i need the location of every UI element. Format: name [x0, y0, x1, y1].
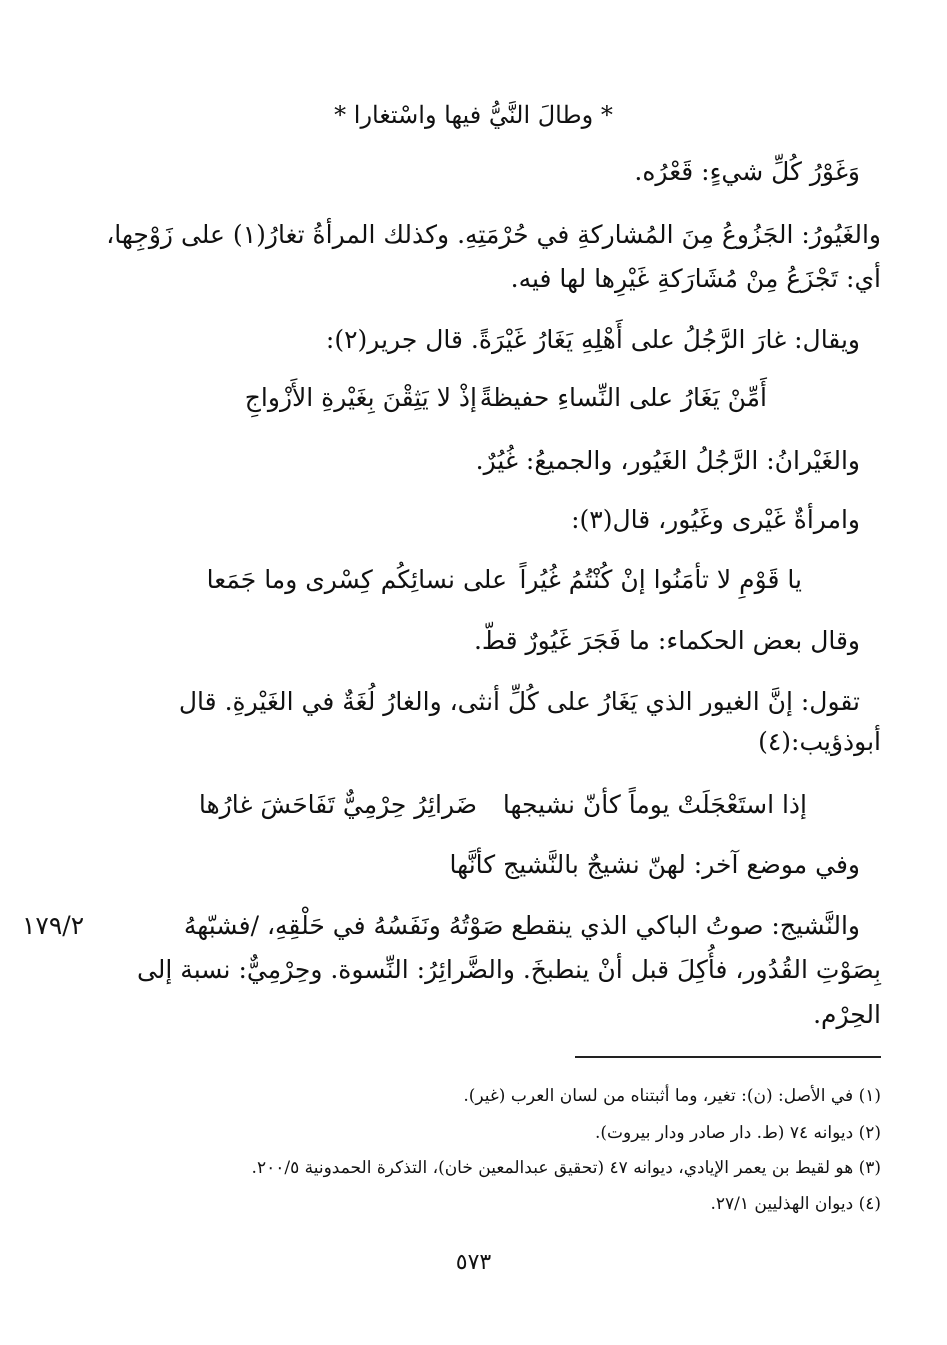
footnote: (١) في الأصل: (ن): تغير، وما أثبتناه من لسان العرب (غير).: [463, 1086, 881, 1106]
page-number: ٥٧٣: [455, 1250, 492, 1275]
body-line: أي: تَجْزَعُ مِنْ مُشَارَكةِ غَيْرِها لها فيه.: [510, 264, 881, 293]
body-line: وَغَوْرُ كُلِّ شيءٍ: قَعْرُه.: [634, 157, 860, 186]
body-line: وامرأةٌ غَيْرى وغَيُور، قال(٣):: [571, 505, 860, 534]
body-line: وفي موضع آخر: لهنّ نشيجٌ بالنَّشيج كأنَّها: [449, 850, 860, 879]
verse-second-hemistich: إذْ لا يَثِقْنَ بِغَيْرةِ الأَزْواجِ: [244, 383, 477, 412]
footnote: (٣) هو لقيط بن يعمر الإيادي، ديوانه ٤٧ (تحقيق عبدالمعين خان)، التذكرة الحمدونية ٢٠٠/٥.: [251, 1158, 881, 1178]
body-line: الحِرْم.: [813, 1000, 881, 1029]
margin-reference: ١٧٩/٢: [22, 911, 85, 940]
body-line: وقال بعض الحكماء: ما فَجَرَ غَيُورٌ قطّ.: [473, 626, 860, 655]
verse-second-hemistich: ضَرائِرُ حِرْمِيٌّ تَفَاحَشَ غارُها: [198, 790, 477, 819]
footnote: (٤) ديوان الهذليين ٢٧/١.: [710, 1194, 881, 1214]
body-line: والنَّشيج: صوتُ الباكي الذي ينقطع صَوْتُهُ ونَفَسُهُ في حَلْقِهِ، /فشبّههُ: [183, 911, 860, 940]
body-line: تقول: إنَّ الغيور الذي يَغَارُ على كُلِّ أنثى، والغارُ لُغَةٌ في الغَيْرةِ. قال: [178, 687, 860, 716]
body-line: ويقال: غارَ الرَّجُلُ على أَهْلِهِ يَغَارُ غَيْرَةً. قال جرير(٢):: [325, 325, 860, 354]
body-line: أبوذؤيب:(٤): [758, 727, 881, 756]
footnote-separator: [575, 1056, 881, 1058]
verse-first-hemistich: يا قَوْمِ لا تأمَنُوا إنْ كُنْتُمُ غُيُراً: [519, 565, 802, 594]
verse-first-hemistich: أَمِّنْ يَغَارُ على النِّساءِ حفيظةً: [479, 383, 767, 412]
verse-first-hemistich: إذا استَعْجَلَتْ يوماً كأنّ نشيجها: [502, 790, 807, 819]
body-line: والغَيُورُ: الجَزُوعُ مِنَ المُشاركةِ في حُرْمَتِهِ. وكذلك المرأةُ تغارُ(١) على زَوْجِها،: [106, 220, 881, 249]
footnote: (٢) ديوانه ٧٤ (ط. دار صادر ودار بيروت).: [594, 1123, 881, 1143]
header-verse: * وطالَ النَّيُّ فيها واسْتغارا *: [334, 101, 613, 129]
verse-second-hemistich: على نسائِكُم كِسْرى وما جَمَعا: [206, 565, 507, 594]
body-line: بِصَوْتِ القُدُور، فأُكِلَ قبل أنْ ينطبخَ. والضَّرائِرُ: النِّسوة. وحِرْمِيٌّ: نسبة إلى: [136, 955, 881, 984]
body-line: والغَيْرانُ: الرَّجُلُ الغَيُور، والجميعُ: غُيُرٌ.: [475, 446, 860, 475]
